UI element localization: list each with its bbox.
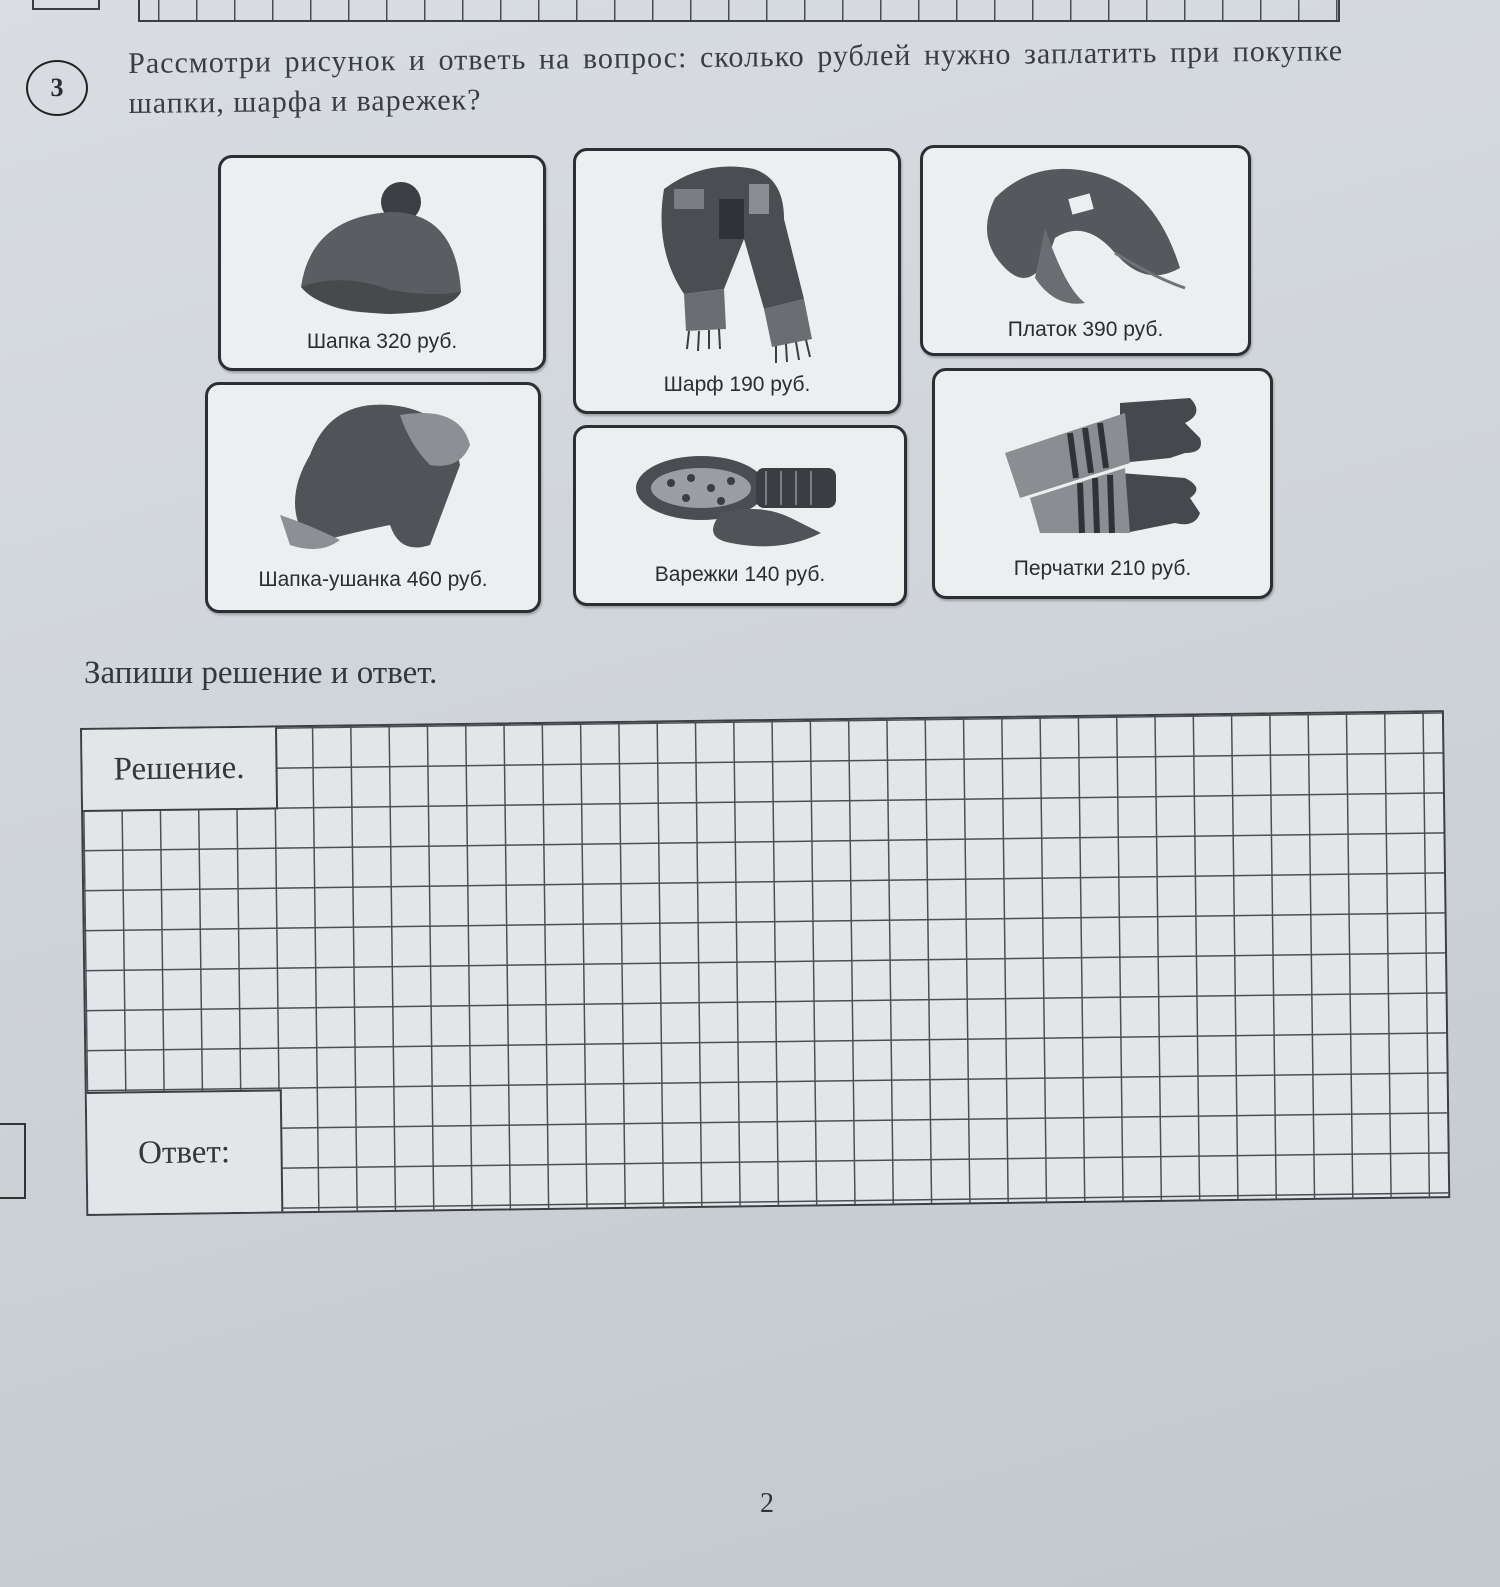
previous-answer-grid (138, 0, 1340, 22)
item-label: Перчатки 210 руб. (1013, 557, 1192, 580)
gloves-icon (1000, 383, 1210, 543)
item-card-scarf (573, 148, 901, 414)
item-card-hat (218, 155, 546, 371)
solution-answer-grid[interactable] (80, 710, 1450, 1216)
scarf-icon (644, 159, 834, 364)
knit-hat-icon (281, 172, 481, 322)
page-number: 2 (760, 1488, 774, 1519)
previous-task-box (32, 0, 100, 10)
task-number: 3 (26, 60, 88, 116)
item-card-mittens (573, 425, 907, 606)
shawl-icon (975, 158, 1195, 313)
item-label: Платок 390 руб. (1007, 318, 1164, 341)
item-label: Шапка-ушанка 460 руб. (258, 568, 488, 591)
item-label: Шапка 320 руб. (306, 330, 458, 353)
fur-hat-icon (280, 395, 480, 560)
mittens-icon (631, 443, 851, 553)
margin-box (0, 1123, 26, 1199)
answer-label: Ответ: (87, 1089, 284, 1214)
item-card-gloves (932, 368, 1273, 599)
item-card-shawl (920, 145, 1251, 356)
item-card-fur-hat (205, 382, 541, 613)
item-label: Варежки 140 руб. (654, 563, 826, 586)
solution-label: Решение. (82, 727, 278, 812)
task-question: Рассмотри рисунок и ответь на вопрос: сколько рублей нужно заплатить при покупке шапки, шарфа и варежек? (128, 34, 1344, 120)
item-label: Шарф 190 руб. (663, 373, 811, 396)
instruction-text: Запиши решение и ответ. (84, 655, 438, 691)
